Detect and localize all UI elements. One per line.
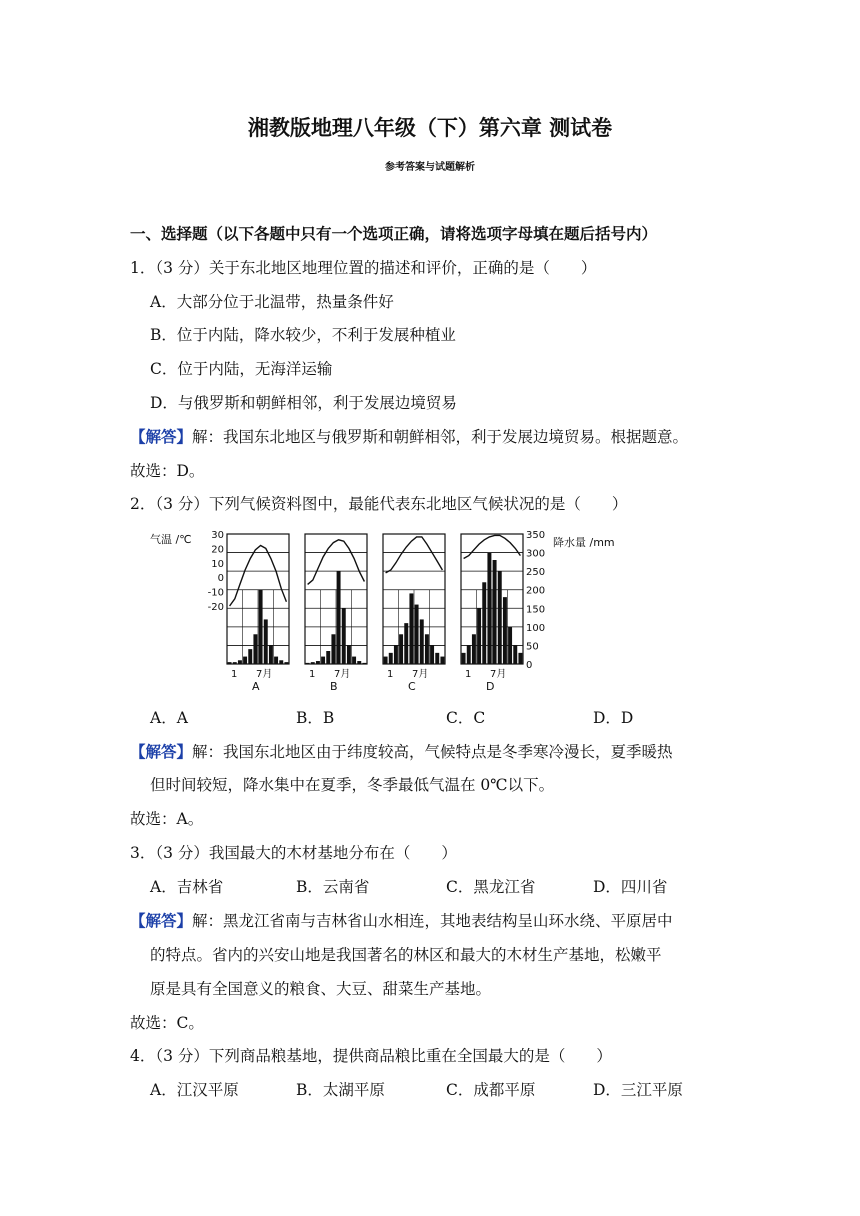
page-subtitle: 参考答案与试题解析 <box>385 162 475 173</box>
answer-tag: 【解答】 <box>130 911 193 930</box>
precipitation-bar <box>435 653 439 664</box>
precipitation-bar <box>357 661 361 664</box>
q2-choice: 故选：A。 <box>130 810 204 828</box>
precipitation-bar <box>508 627 512 664</box>
q2-option-b: B．B <box>296 709 335 727</box>
q3-analysis-3: 原是具有全国意义的粮食、大豆、甜菜生产基地。 <box>150 980 492 998</box>
precipitation-bar <box>228 662 232 664</box>
q1-option-c: C．位于内陆，无海洋运输 <box>150 360 333 378</box>
x-tick-label: 7月 <box>412 669 429 680</box>
precipitation-bar <box>513 645 517 664</box>
precipitation-bar <box>415 605 419 664</box>
x-tick-label: 1 <box>465 669 472 680</box>
precipitation-bar <box>362 663 366 664</box>
panel-label: C <box>408 680 416 693</box>
q3-option-c: C．黑龙江省 <box>446 878 536 896</box>
precipitation-tick-label: 300 <box>526 548 546 560</box>
answer-tag: 【解答】 <box>130 742 193 761</box>
precipitation-bar <box>462 653 466 664</box>
q3-analysis-2: 的特点。省内的兴安山地是我国著名的林区和最大的木材生产基地，松嫩平 <box>150 946 662 964</box>
precipitation-bar <box>316 661 320 664</box>
precipitation-bar <box>518 653 522 664</box>
precipitation-bar <box>389 653 393 664</box>
precipitation-tick-label: 50 <box>526 641 539 653</box>
q2-option-a: A．A <box>150 709 188 727</box>
precipitation-axis-label: 降水量 /mm <box>553 536 615 549</box>
precipitation-bar <box>269 645 273 664</box>
precipitation-tick-label: 200 <box>526 585 546 597</box>
q4-option-b: B．太湖平原 <box>296 1081 385 1099</box>
precipitation-tick-label: 350 <box>526 530 546 541</box>
precipitation-bar <box>284 662 288 664</box>
precipitation-bar <box>274 657 278 664</box>
precipitation-tick-label: 100 <box>526 622 546 634</box>
temperature-tick-label: 10 <box>211 558 224 570</box>
precipitation-bar <box>243 657 247 664</box>
q2-analysis-2: 但时间较短，降水集中在夏季，冬季最低气温在 0℃以下。 <box>150 776 555 794</box>
precipitation-bar <box>259 590 263 664</box>
precipitation-bar <box>477 608 481 664</box>
precipitation-bar <box>487 553 491 664</box>
panel-label: B <box>330 680 338 693</box>
temperature-tick-label: 30 <box>211 530 224 541</box>
q3-option-a: A．吉林省 <box>150 878 224 896</box>
precipitation-bar <box>306 663 310 664</box>
precipitation-bar <box>467 645 471 664</box>
x-tick-label: 1 <box>309 669 316 680</box>
panel-label: D <box>486 680 495 693</box>
q2-analysis-text-1: 解：我国东北地区由于纬度较高，气候特点是冬季寒冷漫长，夏季暖热 <box>192 743 673 761</box>
precipitation-bar <box>279 660 283 664</box>
q4-option-c: C．成都平原 <box>446 1081 536 1099</box>
temperature-line <box>308 540 365 585</box>
q2-analysis-1 <box>130 742 673 762</box>
q3-choice: 故选：C。 <box>130 1014 204 1032</box>
x-tick-label: 7月 <box>490 669 507 680</box>
precipitation-bar <box>503 597 507 664</box>
precipitation-bar <box>394 645 398 664</box>
precipitation-bar <box>337 571 341 664</box>
q1-option-a: A．大部分位于北温带，热量条件好 <box>150 293 394 311</box>
climate-charts-figure <box>150 524 690 700</box>
temperature-tick-label: -20 <box>207 602 224 613</box>
precipitation-bar <box>404 623 408 664</box>
precipitation-bar <box>342 608 346 664</box>
q3-analysis-1 <box>130 911 673 931</box>
precipitation-bar <box>264 619 268 664</box>
precipitation-bar <box>326 651 330 664</box>
q1-option-d: D．与俄罗斯和朝鲜相邻，利于发展边境贸易 <box>150 394 457 412</box>
precipitation-bar <box>399 634 403 664</box>
temperature-line <box>464 535 521 558</box>
q2-option-d: D．D <box>593 709 634 727</box>
precipitation-bar <box>233 662 237 664</box>
precipitation-bar <box>472 634 476 664</box>
precipitation-tick-label: 0 <box>526 660 533 671</box>
x-tick-label: 7月 <box>334 669 351 680</box>
x-tick-label: 1 <box>387 669 394 680</box>
precipitation-bar <box>482 582 486 664</box>
x-tick-label: 7月 <box>256 669 273 680</box>
q4-stem: 4．（3 分）下列商品粮基地，提供商品粮比重在全国最大的是（ ） <box>130 1047 612 1065</box>
q4-option-a: A．江汉平原 <box>150 1081 239 1099</box>
temperature-tick-label: 0 <box>217 573 224 585</box>
precipitation-bar <box>253 634 257 664</box>
precipitation-bar <box>493 560 497 664</box>
precipitation-bar <box>248 649 252 664</box>
q1-choice: 故选：D。 <box>130 462 205 480</box>
precipitation-bar <box>409 593 413 664</box>
q3-analysis-text-1: 解：黑龙江省南与吉林省山水相连，其地表结构呈山环水绕、平原居中 <box>192 912 673 930</box>
q4-option-d: D．三江平原 <box>593 1081 683 1099</box>
q2-option-c: C．C <box>446 709 486 727</box>
q3-stem: 3．（3 分）我国最大的木材基地分布在（ ） <box>130 844 457 862</box>
temperature-axis-label: 气温 /℃ <box>150 533 192 546</box>
precipitation-bar <box>440 657 444 664</box>
precipitation-bar <box>498 571 502 664</box>
q1-option-b: B．位于内陆，降水较少，不利于发展种植业 <box>150 326 456 344</box>
precipitation-bar <box>420 619 424 664</box>
q1-stem: 1．（3 分）关于东北地区地理位置的描述和评价，正确的是（ ） <box>130 259 597 277</box>
page-title: 湘教版地理八年级（下）第六章 测试卷 <box>247 115 613 140</box>
precipitation-bar <box>331 634 335 664</box>
temperature-tick-label: -10 <box>207 587 224 599</box>
precipitation-bar <box>352 657 356 664</box>
answer-tag: 【解答】 <box>130 427 193 446</box>
precipitation-tick-label: 150 <box>526 604 546 616</box>
section-heading: 一、选择题（以下各题中只有一个选项正确，请将选项字母填在题后括号内） <box>130 224 658 243</box>
temperature-tick-label: 20 <box>211 544 224 556</box>
precipitation-bar <box>321 657 325 664</box>
q3-option-b: B．云南省 <box>296 878 370 896</box>
precipitation-bar <box>238 660 242 664</box>
precipitation-bar <box>347 645 351 664</box>
x-tick-label: 1 <box>231 669 238 680</box>
precipitation-tick-label: 250 <box>526 567 546 579</box>
q1-analysis-text: 解：我国东北地区与俄罗斯和朝鲜相邻，利于发展边境贸易。根据题意。 <box>192 428 689 446</box>
precipitation-bar <box>425 634 429 664</box>
q1-analysis <box>130 427 688 447</box>
q3-option-d: D．四川省 <box>593 878 668 896</box>
q2-stem: 2．（3 分）下列气候资料图中，最能代表东北地区气候状况的是（ ） <box>130 495 628 513</box>
precipitation-bar <box>311 662 315 664</box>
panel-label: A <box>252 680 260 693</box>
temperature-line <box>386 537 443 573</box>
precipitation-bar <box>384 657 388 664</box>
precipitation-bar <box>430 645 434 664</box>
